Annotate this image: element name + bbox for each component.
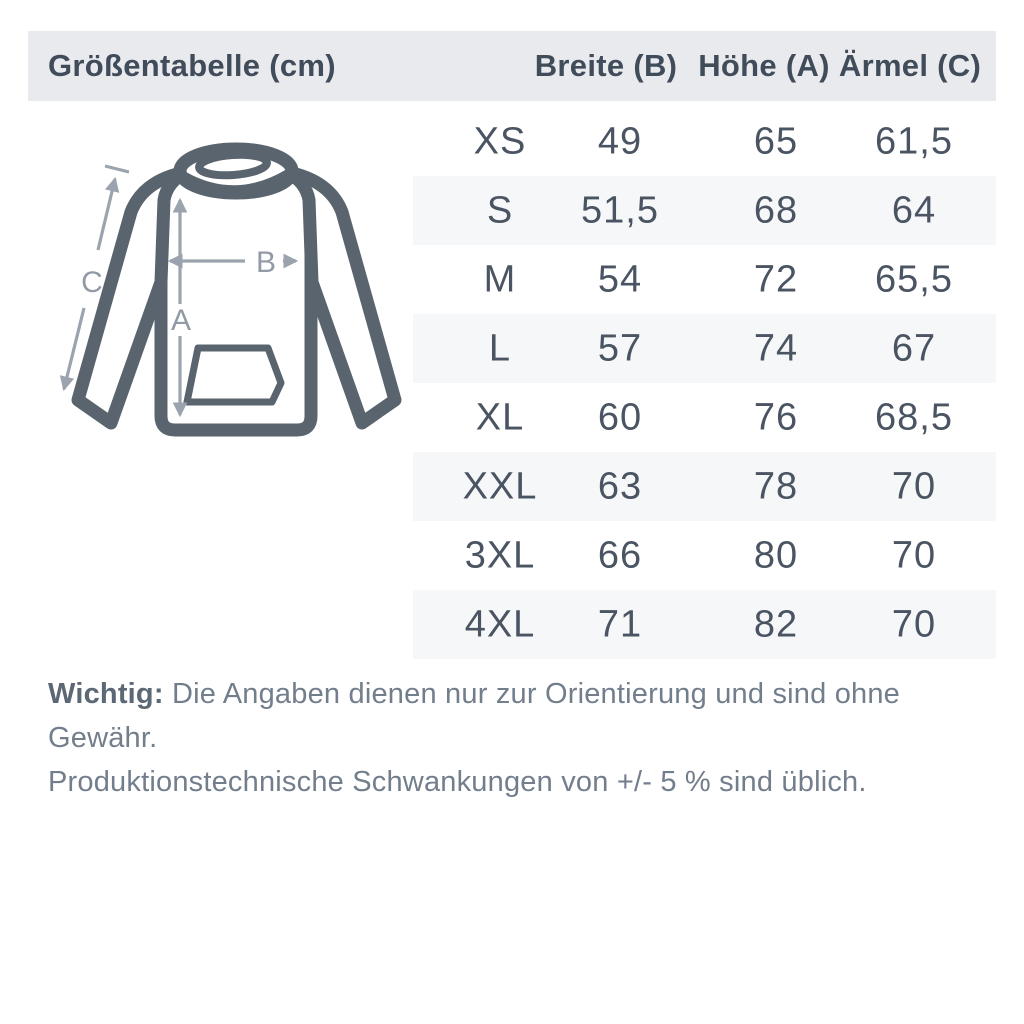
hoehe-cell: 72	[753, 258, 799, 300]
hoehe-cell: 68	[753, 189, 799, 231]
footer-line2: Produktionstechnische Schwankungen von +/- 5 % sind üblich.	[48, 766, 867, 798]
column-header-breite: Breite (B)	[534, 48, 678, 83]
breite-cell: 51,5	[581, 189, 659, 231]
table-row	[413, 107, 996, 176]
aermel-cell: 70	[891, 465, 937, 507]
table-row	[413, 176, 996, 245]
hoehe-cell: 76	[753, 396, 799, 438]
footer-line1: Die Angaben dienen nur zur Orientierung und sind ohne Gewähr.	[48, 678, 901, 754]
hoehe-cell: 80	[753, 534, 799, 576]
column-header-hoehe: Höhe (A)	[698, 48, 830, 83]
hoehe-cell: 82	[753, 603, 799, 645]
hoodie-icon	[40, 120, 410, 450]
size-chart-header-bar	[28, 31, 996, 101]
size-cell: XL	[475, 396, 525, 438]
table-row	[413, 245, 996, 314]
size-cell: L	[488, 327, 512, 369]
measure-label-b: B	[255, 246, 277, 279]
measure-label-a: A	[170, 304, 192, 337]
table-row	[413, 590, 996, 659]
breite-cell: 54	[597, 258, 643, 300]
size-cell: M	[483, 258, 517, 300]
footer-note	[48, 672, 968, 804]
column-header-aermel: Ärmel (C)	[838, 48, 982, 83]
aermel-cell: 68,5	[875, 396, 953, 438]
hoehe-cell: 74	[753, 327, 799, 369]
table-row	[413, 521, 996, 590]
breite-cell: 63	[597, 465, 643, 507]
aermel-cell: 65,5	[875, 258, 953, 300]
size-cell: 4XL	[464, 603, 536, 645]
table-row	[413, 383, 996, 452]
aermel-cell: 67	[891, 327, 937, 369]
aermel-cell: 61,5	[875, 120, 953, 162]
breite-cell: 57	[597, 327, 643, 369]
aermel-cell: 64	[891, 189, 937, 231]
page-title: Größentabelle (cm)	[48, 48, 336, 83]
size-cell: 3XL	[464, 534, 536, 576]
hoodie-measurement-diagram	[40, 120, 410, 450]
breite-cell: 49	[597, 120, 643, 162]
breite-cell: 60	[597, 396, 643, 438]
hoehe-cell: 78	[753, 465, 799, 507]
hoehe-cell: 65	[753, 120, 799, 162]
size-table	[413, 107, 996, 659]
size-cell: XXL	[462, 465, 538, 507]
footer-important-label: Wichtig:	[48, 678, 164, 710]
aermel-cell: 70	[891, 603, 937, 645]
table-row	[413, 314, 996, 383]
size-cell: XS	[473, 120, 527, 162]
aermel-cell: 70	[891, 534, 937, 576]
breite-cell: 71	[597, 603, 643, 645]
table-row	[413, 452, 996, 521]
measure-label-c: C	[81, 266, 103, 299]
breite-cell: 66	[597, 534, 643, 576]
size-cell: S	[486, 189, 514, 231]
